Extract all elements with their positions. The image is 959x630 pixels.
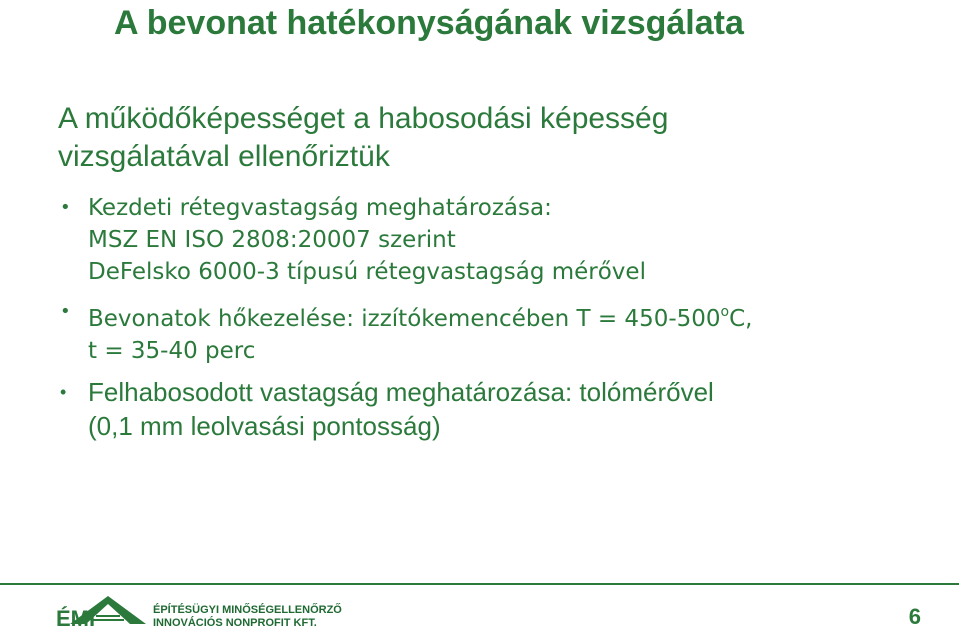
heat-text: Bevonatok hőkezelése: izzítókemencében T = 450-500 [88, 306, 721, 332]
bullet-line: t = 35-40 perc [88, 338, 256, 364]
company-name [153, 604, 342, 630]
logo-text: ÉMI [56, 606, 96, 628]
emi-logo [56, 594, 156, 628]
slide-title: A bevonat hatékonyságának vizsgálata [114, 4, 744, 42]
company-line-1: ÉPÍTÉSÜGYI MINŐSÉGELLENŐRZŐ [153, 604, 342, 616]
company-line-2: INNOVÁCIÓS NONPROFIT KFT. [153, 617, 317, 629]
degree-sup: o [720, 304, 730, 320]
bullet-line [88, 296, 949, 335]
subtitle-line-2: vizsgálatával ellenőriztük [58, 140, 390, 173]
bullet-list [58, 192, 949, 443]
bullet-line: (0,1 mm leolvasási pontosság) [88, 411, 441, 441]
celsius-text: C, [729, 306, 753, 332]
slide-subtitle [58, 100, 668, 176]
bullet-dot-icon: • [60, 197, 71, 218]
page-number: 6 [908, 604, 921, 629]
subtitle-line-1: A működőképességet a habosodási képesség [58, 102, 669, 135]
bullet-dot-icon: • [60, 382, 67, 402]
bullet-line: Kezdeti rétegvastagság meghatározása: [88, 195, 552, 221]
bullet-line: MSZ EN ISO 2808:20007 szerint [88, 227, 456, 253]
bullet-item-thickness [58, 192, 949, 288]
bullet-dot-icon: • [60, 301, 71, 322]
bullet-line: Felhabosodott vastagság meghatározása: tolómérővel [88, 377, 714, 407]
bullet-line: DeFelsko 6000-3 típusú rétegvastagság mérővel [88, 259, 646, 285]
bullet-item-foam-thickness [58, 375, 949, 443]
footer-divider [0, 583, 959, 585]
bullet-item-heat-treatment [58, 296, 949, 367]
